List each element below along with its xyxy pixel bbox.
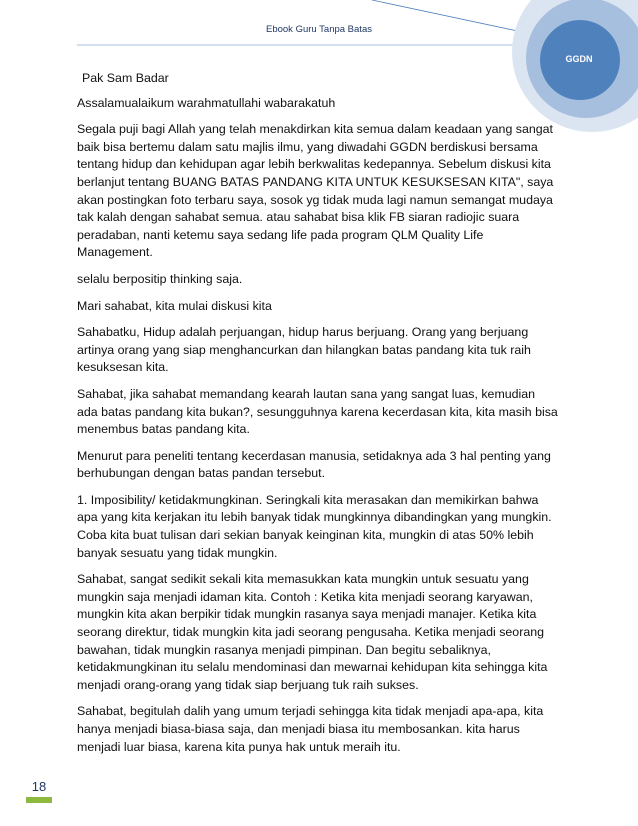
paragraph: Mari sahabat, kita mulai diskusi kita bbox=[77, 298, 272, 313]
document-body bbox=[77, 70, 559, 765]
paragraph: Segala puji bagi Allah yang telah menakdirkan kita semua dalam keadaan yang sangat baik bisa bertemu dalam satu majlis ilmu, yang diwadahi GGDN berdiskusi bersama tentang hidup dan kehidupan agar lebih berkwalitas kedepannya. Sebelum diskusi kita berlanjut tentang BUANG BATAS PANDANG KITA UNTUK KESUKSESAN KITA", saya akan postingkan foto terbaru saya, sosok yg tidak muda lagi namun semangat mudaya tak kalah dengan sahabat semua. atau sahabat bisa klik FB siaran radiojic suara peradaban, nanti ketemu saya sedang life pada program QLM Quality Life Management. bbox=[77, 122, 554, 260]
header-title: Ebook Guru Tanpa Batas bbox=[266, 24, 372, 35]
paragraph: Assalamualaikum warahmatullahi wabarakatuh bbox=[77, 95, 336, 110]
page-number: 18 bbox=[31, 779, 47, 794]
paragraph: selalu berpositip thinking saja. bbox=[77, 271, 243, 286]
page-number-bar bbox=[26, 797, 52, 803]
paragraph: Sahabat, jika sahabat memandang kearah lautan sana yang sangat luas, kemudian ada batas pandang kita bukan?, sesungguhnya karena kecerdasan kita, kita masih bisa menembus batas pandang kita. bbox=[77, 386, 558, 437]
paragraph: Sahabat, sangat sedikit sekali kita memasukkan kata mungkin untuk sesuatu yang mungkin saja menjadi idaman kita. Contoh : Ketika kita menjadi seorang karyawan, mungkin kita akan berpikir tidak mungkin rasanya saya menjadi manajer. Ketika kita seorang direktur, tidak mungkin kita jadi seorang pengusaha. Ketika menjadi seorang bawahan, tidak mungkin rasanya menjadi pimpinan. Dan begitu sebaliknya, ketidakmungkinan itu selalu mendominasi dan mewarnai kehidupan kita sehingga kita menjadi orang-orang yang tidak siap berjuang tuk raih sukses. bbox=[77, 572, 548, 692]
paragraph: 1. Imposibility/ ketidakmungkinan. Seringkali kita merasakan dan memikirkan bahwa apa yang kita kerjakan itu lebih banyak tidak mungkinnya dibandingkan yang mungkin. Coba kita buat tulisan dari sekian banyak keinginan kita, mungkin di atas 50% lebih banyak sesuatu yang tidak mungkin. bbox=[77, 492, 552, 560]
paragraph: Sahabat, begitulah dalih yang umum terjadi sehingga kita tidak menjadi apa-apa, kita hanya menjadi biasa-biasa saja, dan menjadi biasa itu membosankan. kita harus menjadi luar biasa, karena kita punya hak untuk meraih itu. bbox=[77, 704, 544, 754]
paragraph: Sahabatku, Hidup adalah perjuangan, hidup harus berjuang. Orang yang berjuang artinya orang yang siap menghancurkan dan hilangkan batas pandang kita tuk raih kesuksesan kita. bbox=[77, 325, 531, 375]
paragraph: Menurut para peneliti tentang kecerdasan manusia, setidaknya ada 3 hal penting yang berhubungan dengan batas pandan tersebut. bbox=[77, 448, 551, 481]
ggdn-badge: GGDN bbox=[565, 54, 593, 64]
author-line: Pak Sam Badar bbox=[82, 71, 169, 85]
